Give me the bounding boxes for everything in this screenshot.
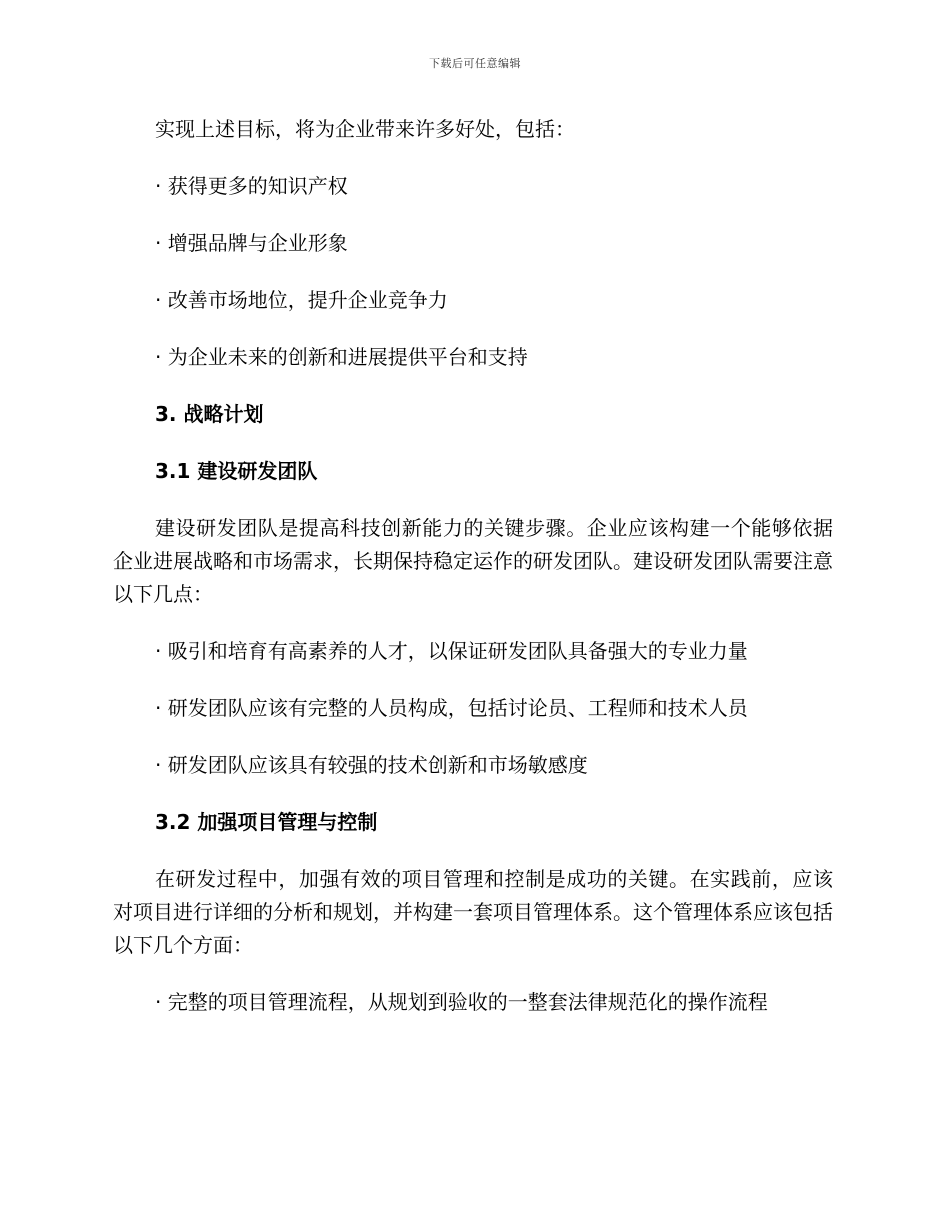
benefit-item: · 增强品牌与企业形象	[155, 231, 348, 255]
list-item: · 完整的项目管理流程，从规划到验收的一整套法律规范化的操作流程	[155, 990, 768, 1014]
subsection-heading: 3.1 建设研发团队	[155, 459, 318, 483]
body-paragraph: 在研发过程中，加强有效的项目管理和控制是成功的关键。在实践前，应该对项目进行详细的分析和规划，并构建一套项目管理体系。这个管理体系应该包括以下几个方面：	[113, 867, 833, 957]
subsection-heading: 3.2 加强项目管理与控制	[155, 810, 378, 834]
benefit-item: · 获得更多的知识产权	[155, 174, 348, 198]
intro-paragraph: 实现上述目标，将为企业带来许多好处，包括：	[155, 117, 575, 141]
page-header-note: 下载后可任意编辑	[429, 57, 521, 70]
list-item: · 研发团队应该具有较强的技术创新和市场敏感度	[155, 753, 588, 777]
list-item: · 研发团队应该有完整的人员构成，包括讨论员、工程师和技术人员	[155, 696, 748, 720]
document-body	[113, 113, 833, 1019]
section-heading: 3. 战略计划	[155, 402, 264, 426]
benefit-item: · 改善市场地位，提升企业竞争力	[155, 288, 448, 312]
body-paragraph: 建设研发团队是提高科技创新能力的关键步骤。企业应该构建一个能够依据企业进展战略和市场需求，长期保持稳定运作的研发团队。建设研发团队需要注意以下几点：	[113, 516, 833, 606]
benefit-item: · 为企业未来的创新和进展提供平台和支持	[155, 345, 528, 369]
list-item: · 吸引和培育有高素养的人才，以保证研发团队具备强大的专业力量	[155, 639, 748, 663]
